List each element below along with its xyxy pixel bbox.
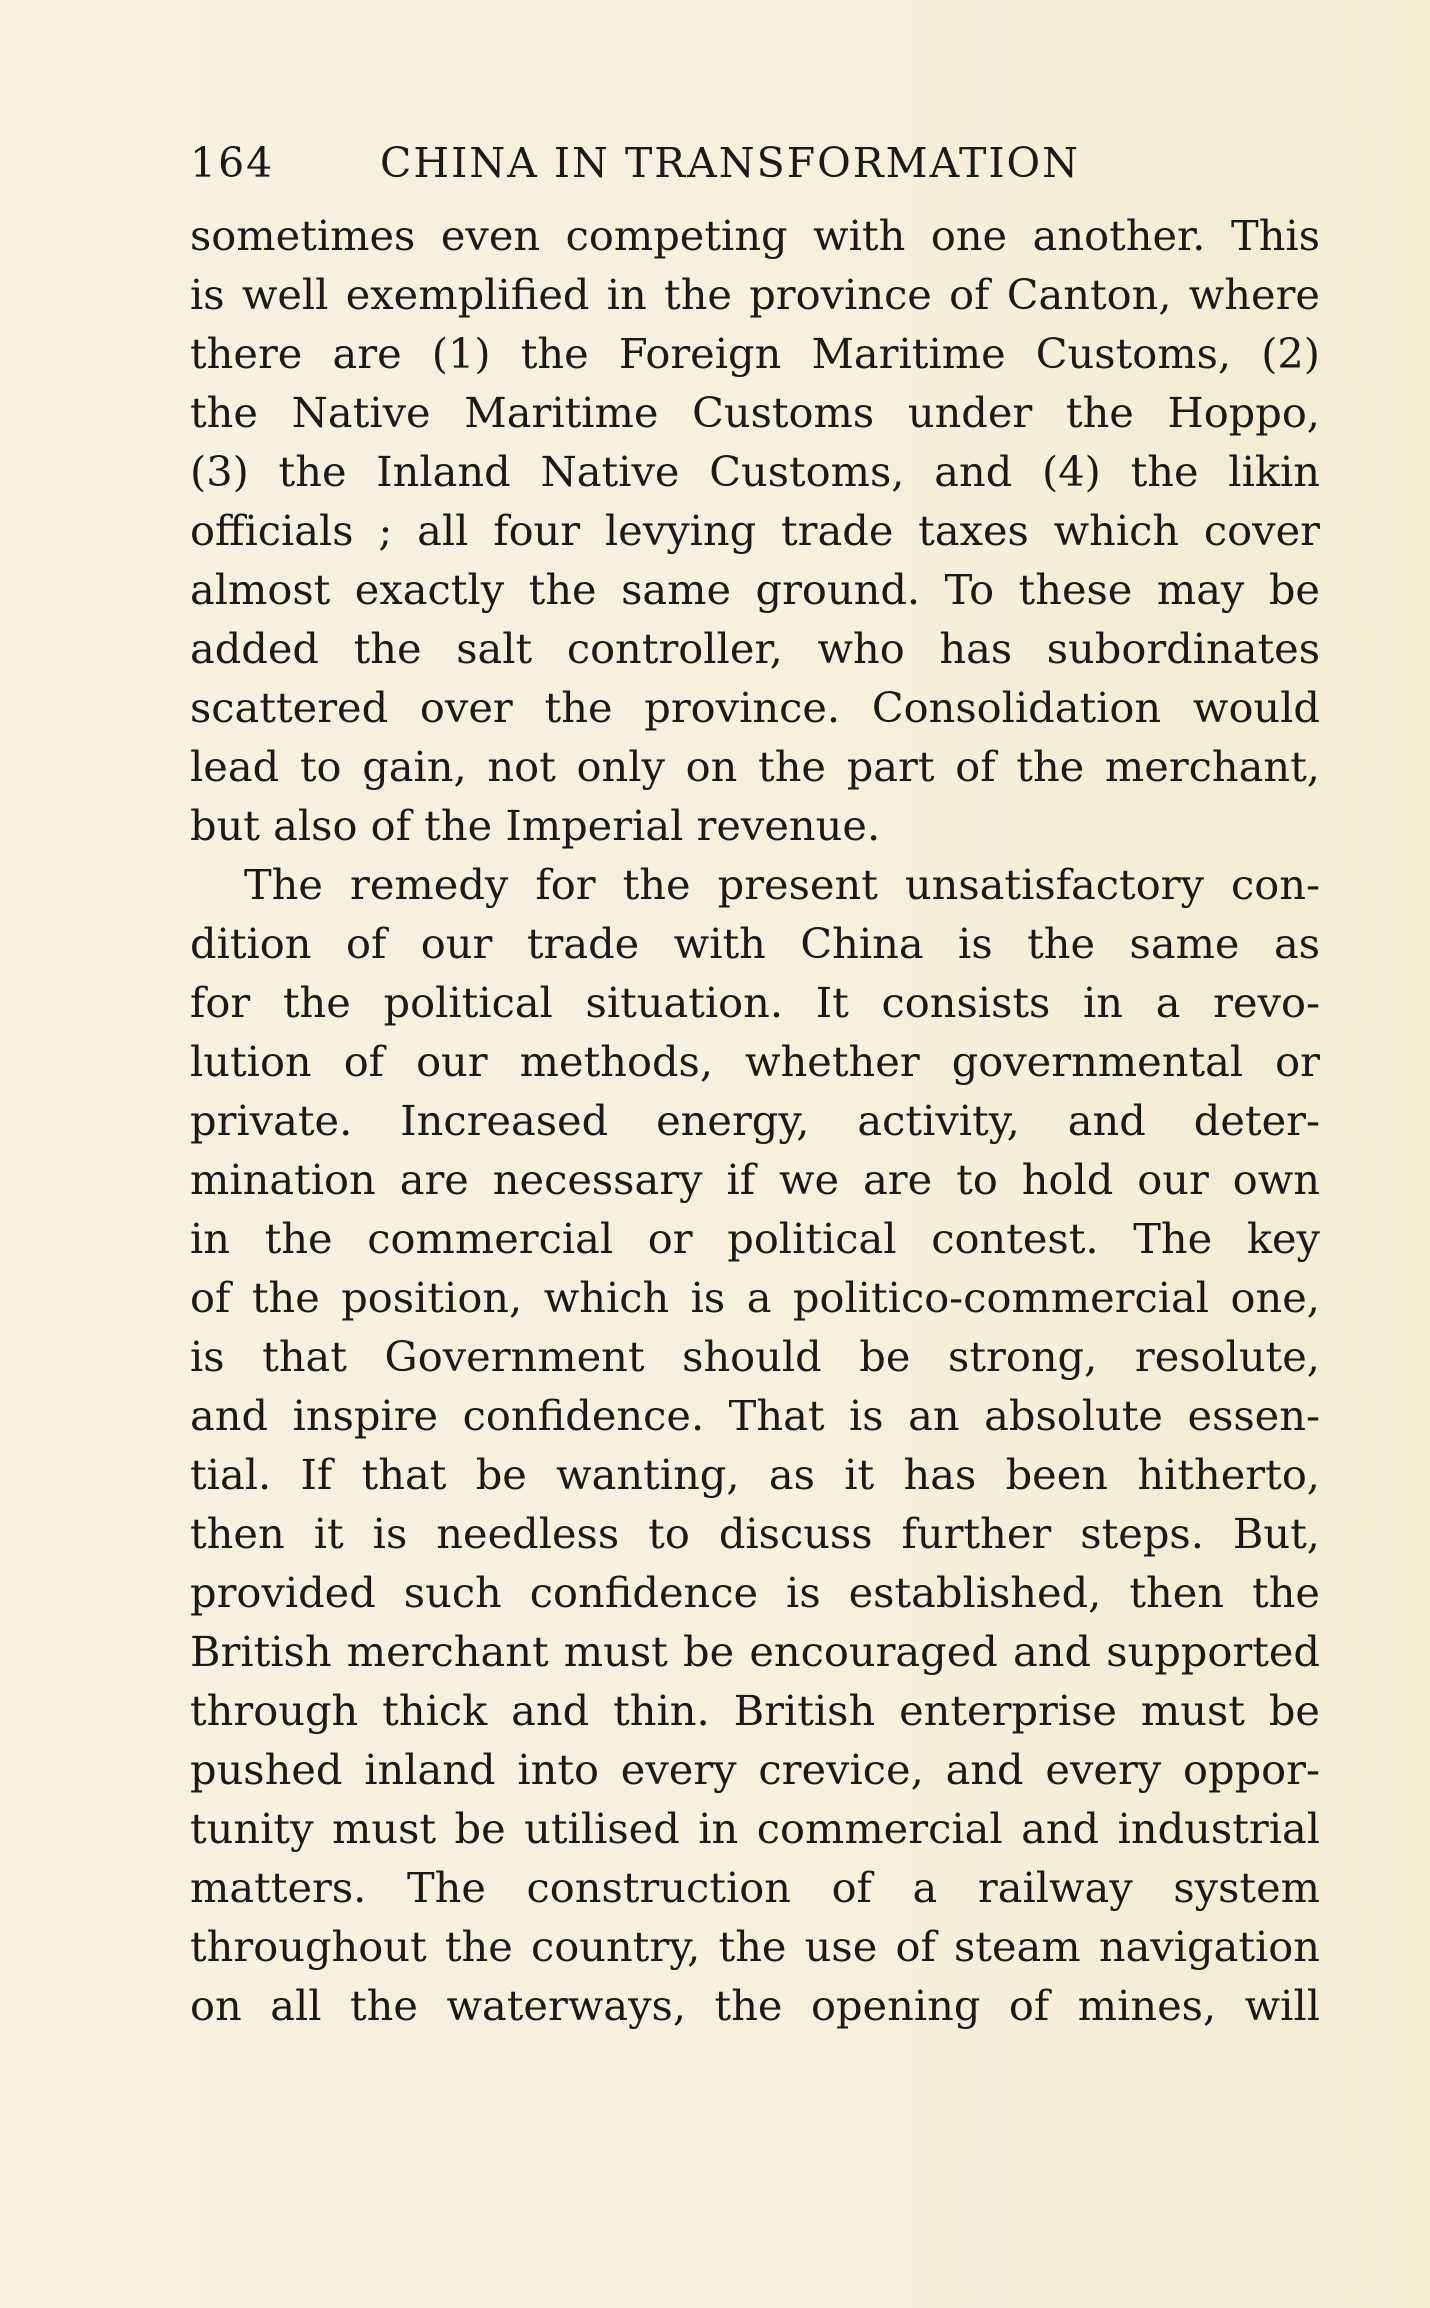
text-line: and inspire confidence. That is an absolute essen- bbox=[190, 1391, 1320, 1440]
text-line: almost exactly the same ground. To these may be bbox=[190, 565, 1320, 614]
text-line: The remedy for the present unsatisfactory con- bbox=[244, 860, 1320, 909]
text-line: through thick and thin. British enterprise must be bbox=[190, 1686, 1320, 1735]
page-header bbox=[190, 128, 1330, 198]
text-line: private. Increased energy, activity, and deter- bbox=[190, 1096, 1320, 1145]
text-line: sometimes even competing with one another. This bbox=[190, 211, 1320, 260]
text-line: dition of our trade with China is the same as bbox=[190, 919, 1320, 968]
text-line: officials ; all four levying trade taxes which cover bbox=[190, 506, 1320, 555]
text-line: tial. If that be wanting, as it has been hitherto, bbox=[190, 1450, 1320, 1499]
text-line: provided such confidence is established, then the bbox=[190, 1568, 1320, 1617]
paragraph-2 bbox=[190, 855, 1320, 2035]
text-line: tunity must be utilised in commercial and industrial bbox=[190, 1804, 1320, 1853]
text-line: on all the waterways, the opening of mines, will bbox=[190, 1981, 1320, 2030]
text-line: then it is needless to discuss further steps. But, bbox=[190, 1509, 1320, 1558]
paragraph-1 bbox=[190, 206, 1320, 855]
text-line: for the political situation. It consists in a revo- bbox=[190, 978, 1320, 1027]
text-line: British merchant must be encouraged and supported bbox=[190, 1627, 1320, 1676]
text-line: mination are necessary if we are to hold our own bbox=[190, 1155, 1320, 1204]
text-line: in the commercial or political contest. The key bbox=[190, 1214, 1320, 1263]
page-number: 164 bbox=[190, 139, 275, 187]
text-line: but also of the Imperial revenue. bbox=[190, 801, 881, 850]
text-line: lution of our methods, whether governmental or bbox=[190, 1037, 1320, 1086]
text-line: (3) the Inland Native Customs, and (4) the likin bbox=[190, 447, 1320, 496]
text-line: the Native Maritime Customs under the Hoppo, bbox=[190, 388, 1320, 437]
text-line: throughout the country, the use of steam navigation bbox=[190, 1922, 1320, 1971]
text-line: scattered over the province. Consolidation would bbox=[190, 683, 1320, 732]
text-line: lead to gain, not only on the part of the merchant, bbox=[190, 742, 1320, 791]
running-head: CHINA IN TRANSFORMATION bbox=[380, 139, 1081, 187]
text-line: matters. The construction of a railway system bbox=[190, 1863, 1320, 1912]
text-line: is that Government should be strong, resolute, bbox=[190, 1332, 1320, 1381]
body-text bbox=[190, 206, 1320, 2035]
text-line: added the salt controller, who has subordinates bbox=[190, 624, 1320, 673]
text-line: is well exemplified in the province of Canton, where bbox=[190, 270, 1320, 319]
text-line: of the position, which is a politico-commercial one, bbox=[190, 1273, 1320, 1322]
text-line: pushed inland into every crevice, and every oppor- bbox=[190, 1745, 1320, 1794]
text-line: there are (1) the Foreign Maritime Customs, (2) bbox=[190, 329, 1320, 378]
